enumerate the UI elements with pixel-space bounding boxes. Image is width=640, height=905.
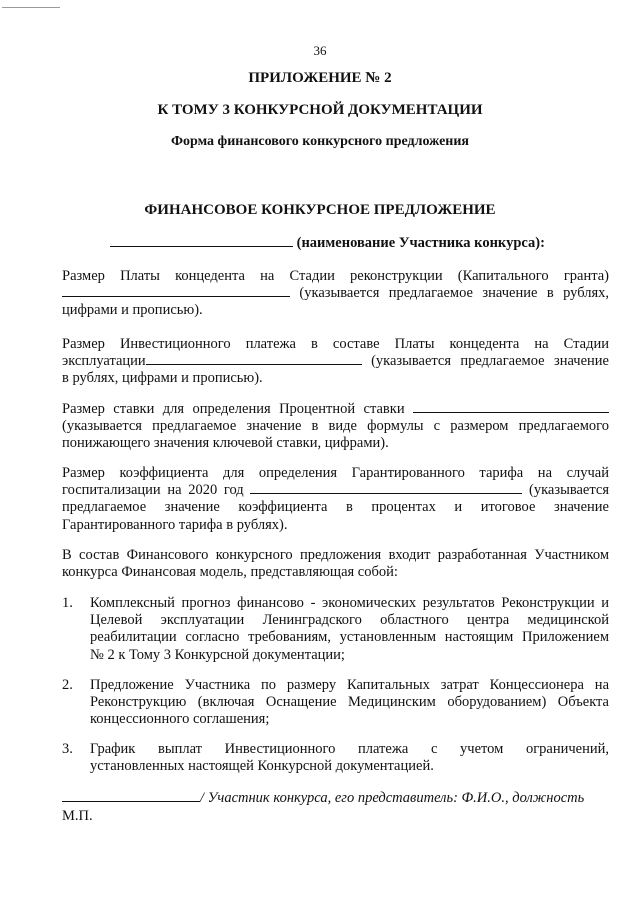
participant-name-line xyxy=(110,235,545,252)
list-number: 3. xyxy=(62,741,73,757)
paragraph-line: цифрами и прописью). xyxy=(62,302,203,319)
paragraph-text: Размер ставки для определения Процентной ставки xyxy=(62,401,405,417)
paragraph-line: предлагаемое значение коэффициента в процентах и итоговое значение xyxy=(62,499,609,516)
list-line: установленных настоящей Конкурсной документацией. xyxy=(90,758,434,775)
list-line: График выплат Инвестиционного платежа с учетом ограничений, xyxy=(90,741,609,757)
participant-label: (наименование Участника конкурса): xyxy=(296,235,545,251)
offer-title: ФИНАНСОВОЕ КОНКУРСНОЕ ПРЕДЛОЖЕНИЕ xyxy=(144,202,496,218)
paragraph-guaranteed-tariff xyxy=(62,465,609,534)
signature-caption: / Участник конкурса, его представитель: Ф.И.О., должность xyxy=(200,790,585,806)
list-line: Комплексный прогноз финансово - экономических результатов Реконструкции и xyxy=(90,595,609,611)
form-title: Форма финансового конкурсного предложения xyxy=(170,134,469,149)
paragraph-line: Размер Инвестиционного платежа в составе Платы концедента на Стадии xyxy=(62,336,609,352)
paragraph-interest-rate xyxy=(62,401,609,453)
list-number: 1. xyxy=(62,595,73,611)
list-line: Целевой эксплуатации Ленинградского областного центра медицинской xyxy=(90,612,609,629)
paragraph-line: (указывается предлагаемое значение в виде формулы с размером предлагаемого xyxy=(62,418,609,435)
paragraph-capital-grant xyxy=(62,268,609,320)
paragraph-line: Размер коэффициента для определения Гарантированного тарифа на случай xyxy=(62,465,609,481)
annex-title: ПРИЛОЖЕНИЕ № 2 xyxy=(248,70,392,86)
paragraph-line: В состав Финансового конкурсного предложения входит разработанная Участником xyxy=(62,547,609,563)
guaranteed-tariff-blank[interactable] xyxy=(250,492,522,494)
list-line: Реконструкцию (включая Оснащение Медицинским оборудованием) Объекта xyxy=(90,694,609,711)
stamp-label: М.П. xyxy=(62,808,93,824)
list-body xyxy=(90,595,609,664)
paragraph-financial-model xyxy=(62,547,609,581)
paragraph-text: эксплуатации xyxy=(62,353,146,370)
paragraph-line xyxy=(62,285,609,302)
paragraph-text: (указывается xyxy=(529,482,609,499)
paragraph-line: понижающего значения ключевой ставки, цифрами). xyxy=(62,435,389,452)
list-number: 2. xyxy=(62,677,73,693)
paragraph-text: госпитализации на 2020 год xyxy=(62,482,244,499)
paragraph-text: (указывается предлагаемое значение xyxy=(371,353,609,370)
paragraph-line: Размер Платы концедента на Стадии реконструкции (Капитального гранта) xyxy=(62,268,609,284)
paragraph-line xyxy=(62,353,609,370)
signature-blank[interactable] xyxy=(62,800,200,802)
paragraph-line xyxy=(62,401,609,418)
paragraph-line: в рублях, цифрами и прописью). xyxy=(62,370,263,387)
signature-line xyxy=(62,790,584,807)
list-line: реабилитации согласно требованиям, установленным настоящим Приложением xyxy=(90,629,609,646)
participant-name-blank[interactable] xyxy=(110,245,293,247)
paragraph-line: конкурса Финансовая модель, представляющая собой: xyxy=(62,564,398,581)
investment-payment-blank[interactable] xyxy=(146,363,362,365)
interest-rate-blank[interactable] xyxy=(413,411,609,413)
list-line: № 2 к Тому 3 Конкурсной документации; xyxy=(90,646,345,663)
paragraph-text: (указывается предлагаемое значение в рублях, xyxy=(299,285,610,302)
paragraph-line xyxy=(62,482,609,499)
list-line: Предложение Участника по размеру Капитальных затрат Концессионера на xyxy=(90,677,609,693)
paragraph-line: Гарантированного тарифа в рублях). xyxy=(62,516,288,533)
volume-title: К ТОМУ 3 КОНКУРСНОЙ ДОКУМЕНТАЦИИ xyxy=(157,102,483,118)
list-line: концессионного соглашения; xyxy=(90,711,270,728)
paragraph-investment-payment xyxy=(62,336,609,388)
list-body xyxy=(90,677,609,729)
capital-grant-blank[interactable] xyxy=(62,295,290,297)
scan-artifact-line xyxy=(2,7,60,8)
list-body xyxy=(90,741,609,775)
page-number: 36 xyxy=(313,43,327,58)
